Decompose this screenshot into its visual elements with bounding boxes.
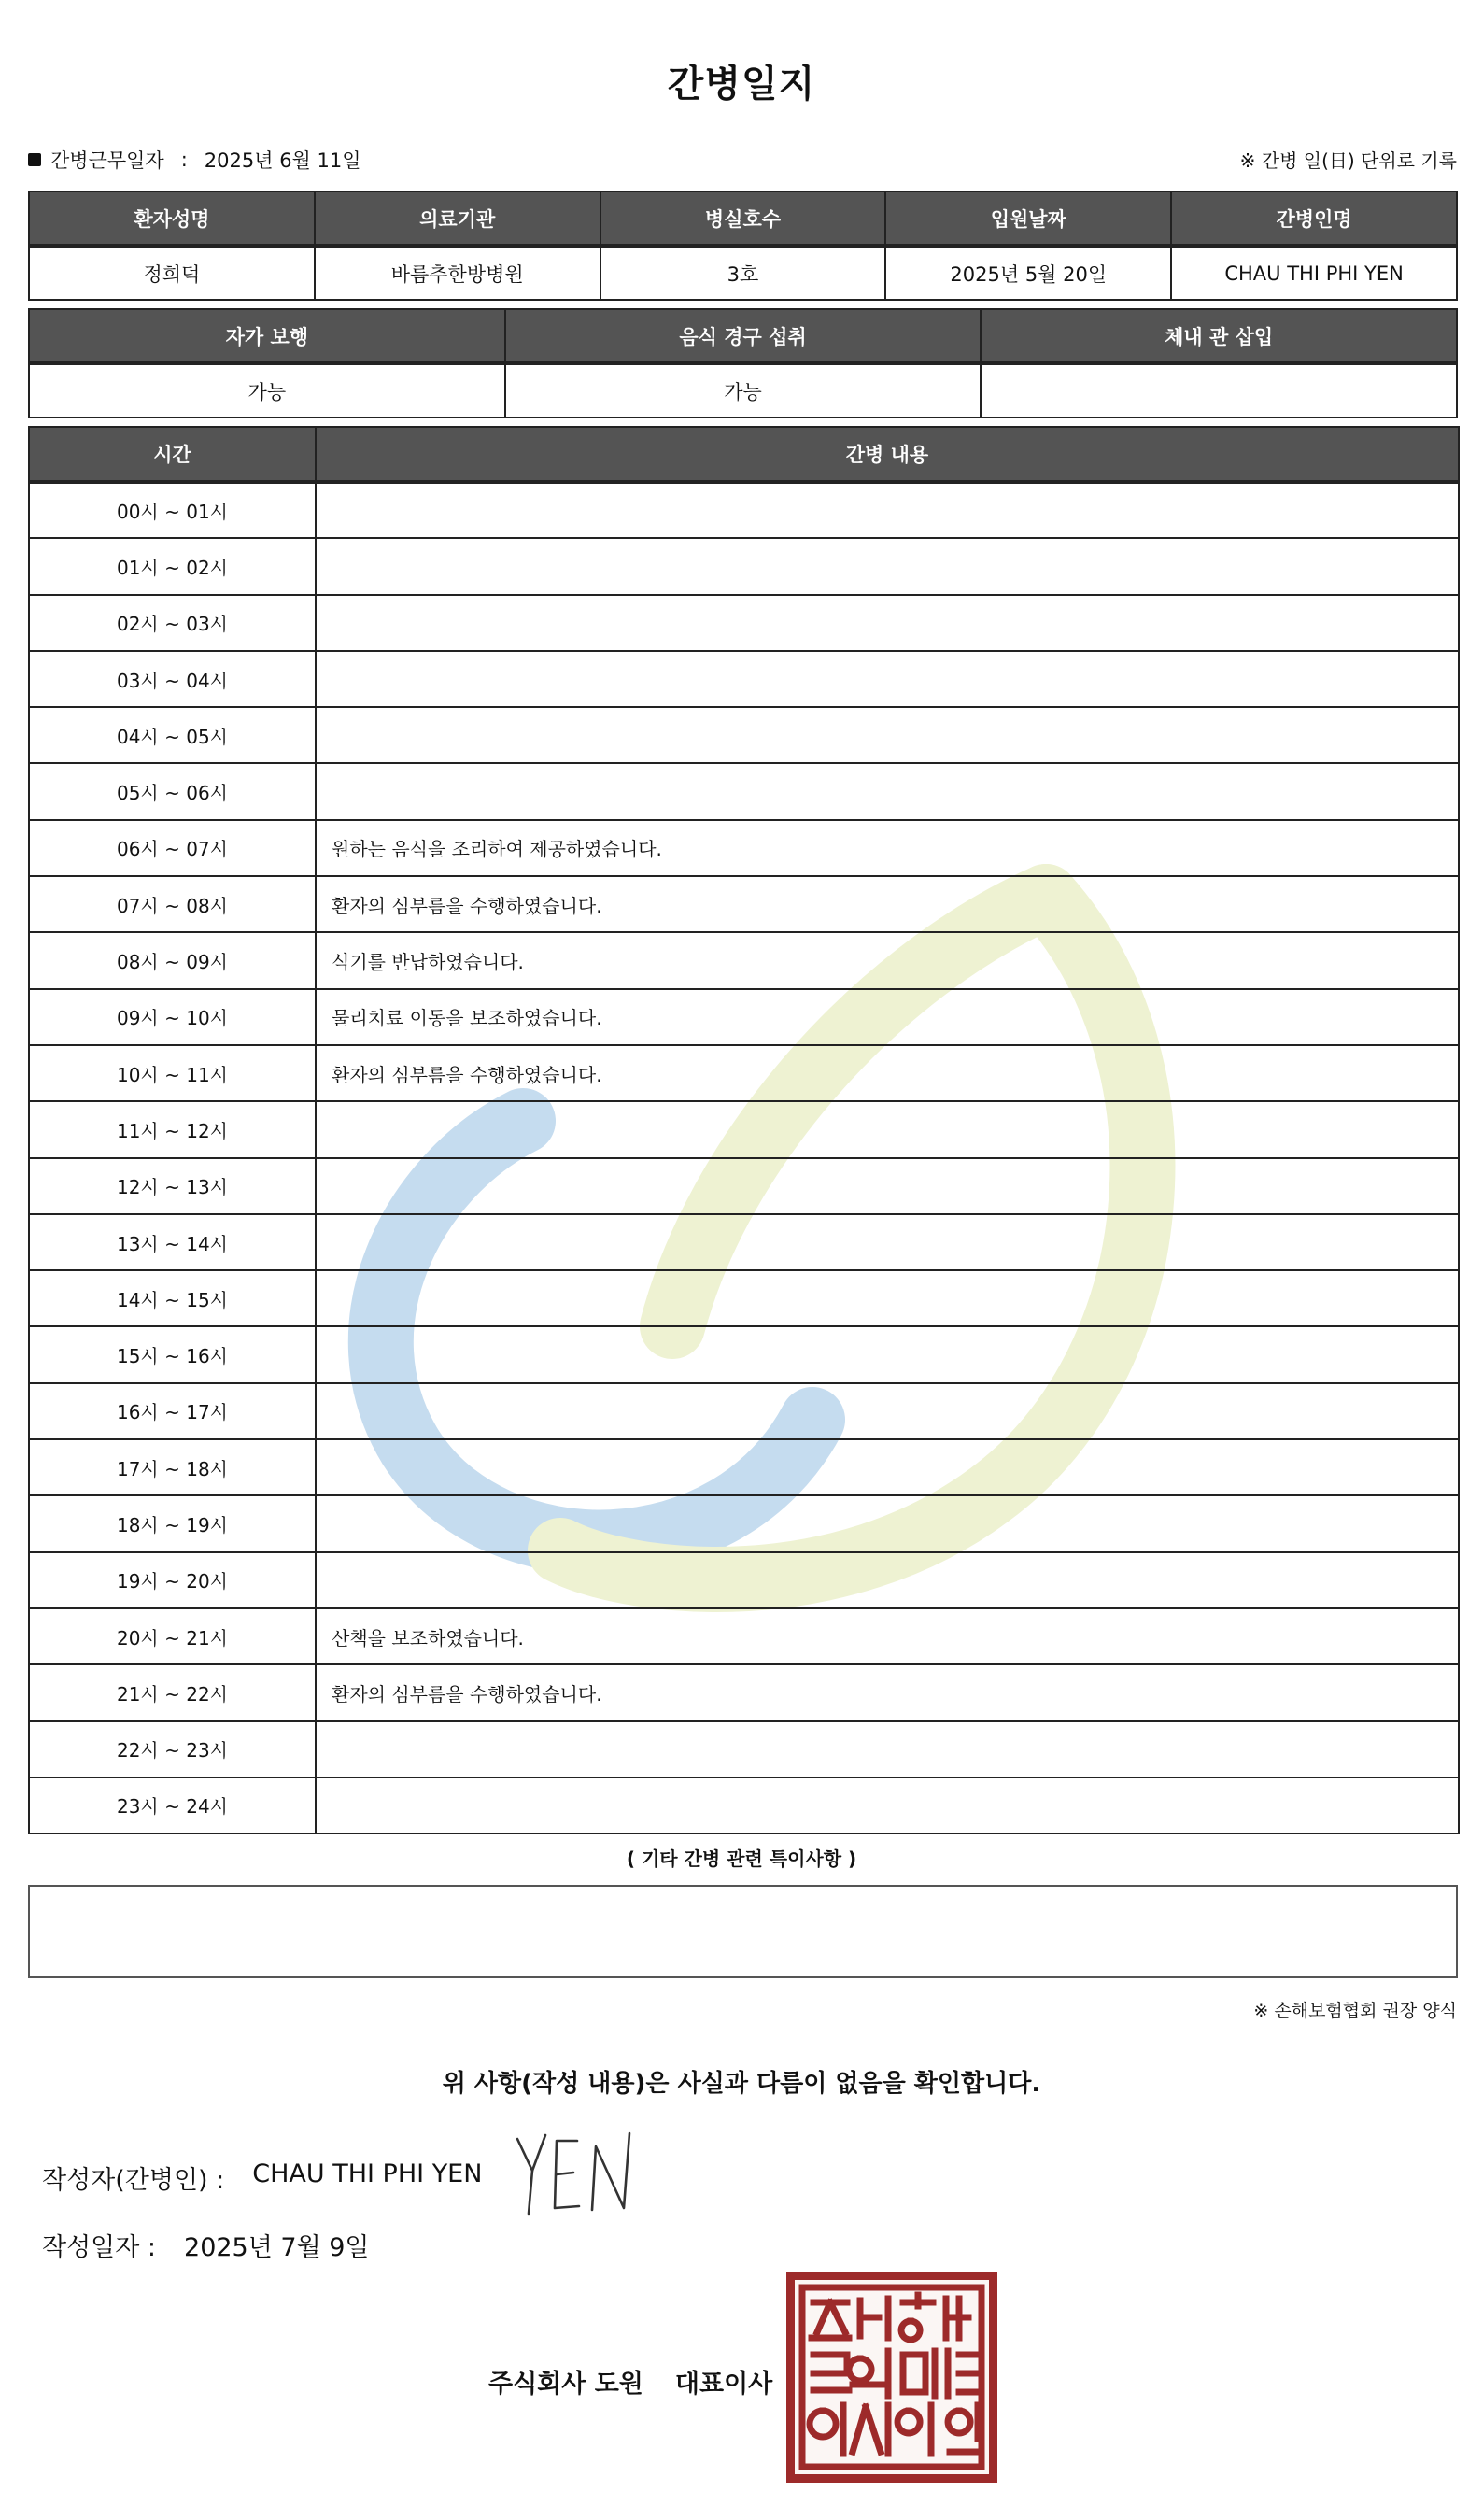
writer-name: CHAU THI PHI YEN xyxy=(252,2159,483,2188)
self-walking-value: 가능 xyxy=(29,363,505,418)
time-slot: 04시 ~ 05시 xyxy=(29,707,316,763)
work-date-value: 2025년 6월 11일 xyxy=(204,149,361,172)
care-content xyxy=(316,482,1459,538)
square-bullet-icon xyxy=(28,153,41,166)
patient-status-table xyxy=(28,308,1458,418)
table-row xyxy=(29,1158,1459,1214)
time-slot: 06시 ~ 07시 xyxy=(29,820,316,876)
table-row xyxy=(29,1439,1459,1495)
care-content: 식기를 반납하였습니다. xyxy=(316,932,1459,988)
care-content xyxy=(316,1439,1459,1495)
patient-name: 정희덕 xyxy=(29,246,315,300)
table-row xyxy=(29,763,1459,819)
table-row xyxy=(29,538,1459,594)
care-content: 물리치료 이동을 보조하였습니다. xyxy=(316,989,1459,1045)
write-date-value: 2025년 7월 9일 xyxy=(184,2233,370,2262)
oral-intake-value: 가능 xyxy=(505,363,982,418)
header-oral-intake: 음식 경구 섭취 xyxy=(505,309,982,363)
time-slot: 10시 ~ 11시 xyxy=(29,1045,316,1101)
care-content: 산책을 보조하였습니다. xyxy=(316,1608,1459,1664)
table-row xyxy=(29,1495,1459,1551)
write-date-label: 작성일자 : xyxy=(42,2233,157,2262)
table-row xyxy=(29,1045,1459,1101)
tube-insertion-value xyxy=(981,363,1457,418)
time-slot: 13시 ~ 14시 xyxy=(29,1214,316,1270)
time-slot: 23시 ~ 24시 xyxy=(29,1777,316,1833)
admission-date: 2025년 5월 20일 xyxy=(885,246,1171,300)
company-name: 주식회사 도원 xyxy=(488,2370,643,2399)
table-row xyxy=(29,1721,1459,1777)
care-content xyxy=(316,1721,1459,1777)
care-content xyxy=(316,1270,1459,1326)
table-row xyxy=(29,1664,1459,1720)
header-tube-insertion: 체내 관 삽입 xyxy=(981,309,1457,363)
time-slot: 02시 ~ 03시 xyxy=(29,595,316,651)
work-date-label: 간병근무일자 xyxy=(50,149,164,172)
time-slot: 07시 ~ 08시 xyxy=(29,876,316,932)
care-content: 환자의 심부름을 수행하였습니다. xyxy=(316,1664,1459,1720)
time-slot: 00시 ~ 01시 xyxy=(29,482,316,538)
care-log-rows xyxy=(29,482,1459,1833)
table-row xyxy=(29,1552,1459,1608)
table-row xyxy=(29,1326,1459,1382)
room-number: 3호 xyxy=(600,246,886,300)
patient-info-table xyxy=(28,191,1458,301)
company-row xyxy=(488,2363,772,2400)
time-slot: 08시 ~ 09시 xyxy=(29,932,316,988)
care-content xyxy=(316,1326,1459,1382)
time-slot: 22시 ~ 23시 xyxy=(29,1721,316,1777)
header-admission-date: 입원날짜 xyxy=(885,191,1171,246)
record-unit-note: ※ 간병 일(日) 단위로 기록 xyxy=(1239,149,1457,172)
header-care-content: 간병 내용 xyxy=(316,427,1459,482)
care-content xyxy=(316,1383,1459,1439)
time-slot: 15시 ~ 16시 xyxy=(29,1326,316,1382)
caregiver-name: CHAU THI PHI YEN xyxy=(1171,246,1457,300)
table-row xyxy=(29,932,1459,988)
care-content xyxy=(316,707,1459,763)
table-row xyxy=(29,707,1459,763)
writer-row xyxy=(42,2159,482,2196)
time-slot: 21시 ~ 22시 xyxy=(29,1664,316,1720)
writer-label: 작성자(간병인) : xyxy=(42,2166,225,2195)
company-seal-stamp xyxy=(786,2272,997,2483)
care-content xyxy=(316,538,1459,594)
header-time: 시간 xyxy=(29,427,316,482)
care-content: 환자의 심부름을 수행하였습니다. xyxy=(316,1045,1459,1101)
notes-title: ( 기타 간병 관련 특이사항 ) xyxy=(626,1848,857,1870)
care-content xyxy=(316,1214,1459,1270)
table-row xyxy=(29,1777,1459,1833)
care-content xyxy=(316,1158,1459,1214)
work-date-colon: : xyxy=(180,149,188,171)
table-row xyxy=(29,989,1459,1045)
hospital-name: 바름추한방병원 xyxy=(315,246,600,300)
table-row xyxy=(29,820,1459,876)
table-row xyxy=(29,1214,1459,1270)
time-slot: 18시 ~ 19시 xyxy=(29,1495,316,1551)
care-content xyxy=(316,1552,1459,1608)
header-room-number: 병실호수 xyxy=(600,191,886,246)
header-patient-name: 환자성명 xyxy=(29,191,315,246)
time-slot: 03시 ~ 04시 xyxy=(29,651,316,707)
notes-box xyxy=(28,1885,1458,1978)
representative-title: 대표이사 xyxy=(674,2370,773,2399)
time-slot: 11시 ~ 12시 xyxy=(29,1101,316,1157)
care-content xyxy=(316,651,1459,707)
header-self-walking: 자가 보행 xyxy=(29,309,505,363)
table-row xyxy=(29,482,1459,538)
table-row xyxy=(29,876,1459,932)
time-slot: 01시 ~ 02시 xyxy=(29,538,316,594)
document-title: 간병일지 xyxy=(667,63,816,106)
care-content xyxy=(316,763,1459,819)
header-hospital: 의료기관 xyxy=(315,191,600,246)
care-content: 원하는 음식을 조리하여 제공하였습니다. xyxy=(316,820,1459,876)
confirmation-statement: 위 사항(작성 내용)은 사실과 다름이 없음을 확인합니다. xyxy=(442,2070,1041,2098)
table-row xyxy=(29,1101,1459,1157)
time-slot: 20시 ~ 21시 xyxy=(29,1608,316,1664)
time-slot: 12시 ~ 13시 xyxy=(29,1158,316,1214)
time-slot: 19시 ~ 20시 xyxy=(29,1552,316,1608)
form-source-note: ※ 손해보험협회 권장 양식 xyxy=(1253,2001,1457,2021)
time-slot: 14시 ~ 15시 xyxy=(29,1270,316,1326)
table-row xyxy=(29,1270,1459,1326)
care-content xyxy=(316,1101,1459,1157)
care-content xyxy=(316,1777,1459,1833)
time-slot: 16시 ~ 17시 xyxy=(29,1383,316,1439)
care-content xyxy=(316,595,1459,651)
table-row xyxy=(29,1608,1459,1664)
care-content: 환자의 심부름을 수행하였습니다. xyxy=(316,876,1459,932)
time-slot: 17시 ~ 18시 xyxy=(29,1439,316,1495)
write-date-row xyxy=(42,2227,370,2263)
header-caregiver-name: 간병인명 xyxy=(1171,191,1457,246)
work-date-row xyxy=(28,146,1457,174)
time-slot: 05시 ~ 06시 xyxy=(29,763,316,819)
table-row xyxy=(29,595,1459,651)
care-log-table xyxy=(28,426,1460,1834)
time-slot: 09시 ~ 10시 xyxy=(29,989,316,1045)
table-row xyxy=(29,1383,1459,1439)
handwritten-signature xyxy=(512,2128,652,2221)
table-row xyxy=(29,651,1459,707)
care-content xyxy=(316,1495,1459,1551)
